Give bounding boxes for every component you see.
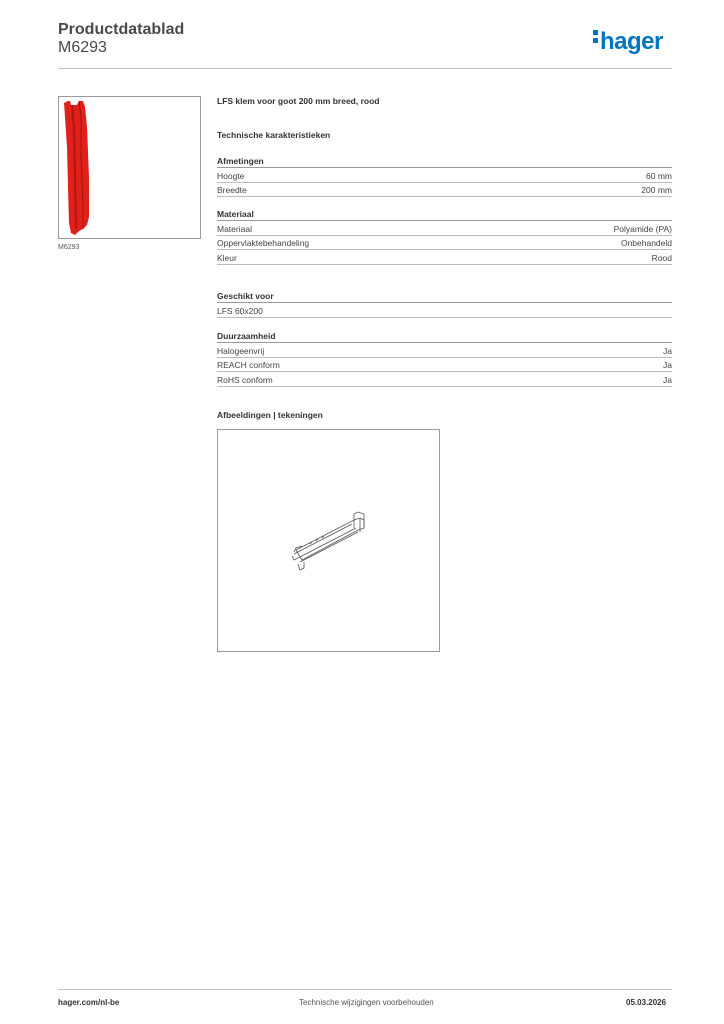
row-label: Halogeenvrij: [217, 345, 265, 356]
row-value: Ja: [663, 360, 672, 370]
table-row: [217, 358, 672, 373]
technical-heading: Technische karakteristieken: [217, 130, 331, 140]
row-label: Hoogte: [217, 170, 245, 181]
footer-divider: [58, 989, 672, 990]
product-photo: [59, 97, 202, 240]
red-clamp-icon: [64, 101, 89, 235]
footer-date: 05.03.2026: [626, 998, 667, 1007]
table-row: [217, 303, 672, 318]
product-image-frame: [58, 96, 201, 239]
section-afmetingen: [217, 156, 672, 197]
logo-dots-icon: [593, 30, 598, 46]
technical-drawing-frame: [217, 429, 440, 652]
product-code: M6293: [58, 39, 107, 56]
table-row: [217, 236, 672, 251]
row-value: Polyamide (PA): [613, 223, 672, 234]
clamp-drawing-icon: [218, 430, 439, 651]
section-duurzaamheid: [217, 331, 672, 387]
section-title: Materiaal: [217, 209, 672, 221]
line-drawing: [292, 512, 364, 570]
table-row: [217, 183, 672, 198]
row-label: RoHS conform: [217, 374, 273, 385]
page-title: Productdatablad: [58, 21, 185, 38]
section-title: Afbeeldingen | tekeningen: [217, 410, 323, 420]
section-title: Geschikt voor: [217, 291, 672, 303]
footer-website-link[interactable]: hager.com/nl-be: [58, 998, 120, 1007]
row-label: REACH conform: [217, 360, 280, 370]
product-image-caption: M6293: [58, 244, 80, 251]
product-description: LFS klem voor goot 200 mm breed, rood: [217, 96, 380, 106]
row-label: LFS 60x200: [217, 305, 263, 316]
table-row: [217, 250, 672, 265]
row-value: Ja: [663, 345, 672, 356]
table-row: [217, 343, 672, 358]
section-title: Afmetingen: [217, 156, 672, 168]
row-value: 60 mm: [646, 170, 672, 181]
section-geschikt-voor: [217, 291, 672, 318]
row-label: Breedte: [217, 185, 247, 195]
logo-text: hager: [600, 28, 663, 55]
header-divider: [58, 68, 672, 69]
row-value: Rood: [651, 252, 672, 263]
section-afbeeldingen: [217, 410, 672, 420]
section-materiaal: [217, 209, 672, 265]
row-value: Onbehandeld: [620, 238, 672, 248]
table-row: [217, 221, 672, 236]
row-value: Ja: [663, 374, 672, 385]
hager-logo: [593, 28, 663, 56]
row-label: Materiaal: [217, 223, 252, 234]
row-label: Oppervlaktebehandeling: [217, 238, 310, 248]
section-title: Duurzaamheid: [217, 331, 672, 343]
footer-notice: Technische wijzigingen voorbehouden: [299, 998, 434, 1007]
table-row: [217, 372, 672, 387]
table-row: [217, 168, 672, 183]
row-value: 200 mm: [641, 185, 672, 195]
row-label: Kleur: [217, 252, 237, 263]
